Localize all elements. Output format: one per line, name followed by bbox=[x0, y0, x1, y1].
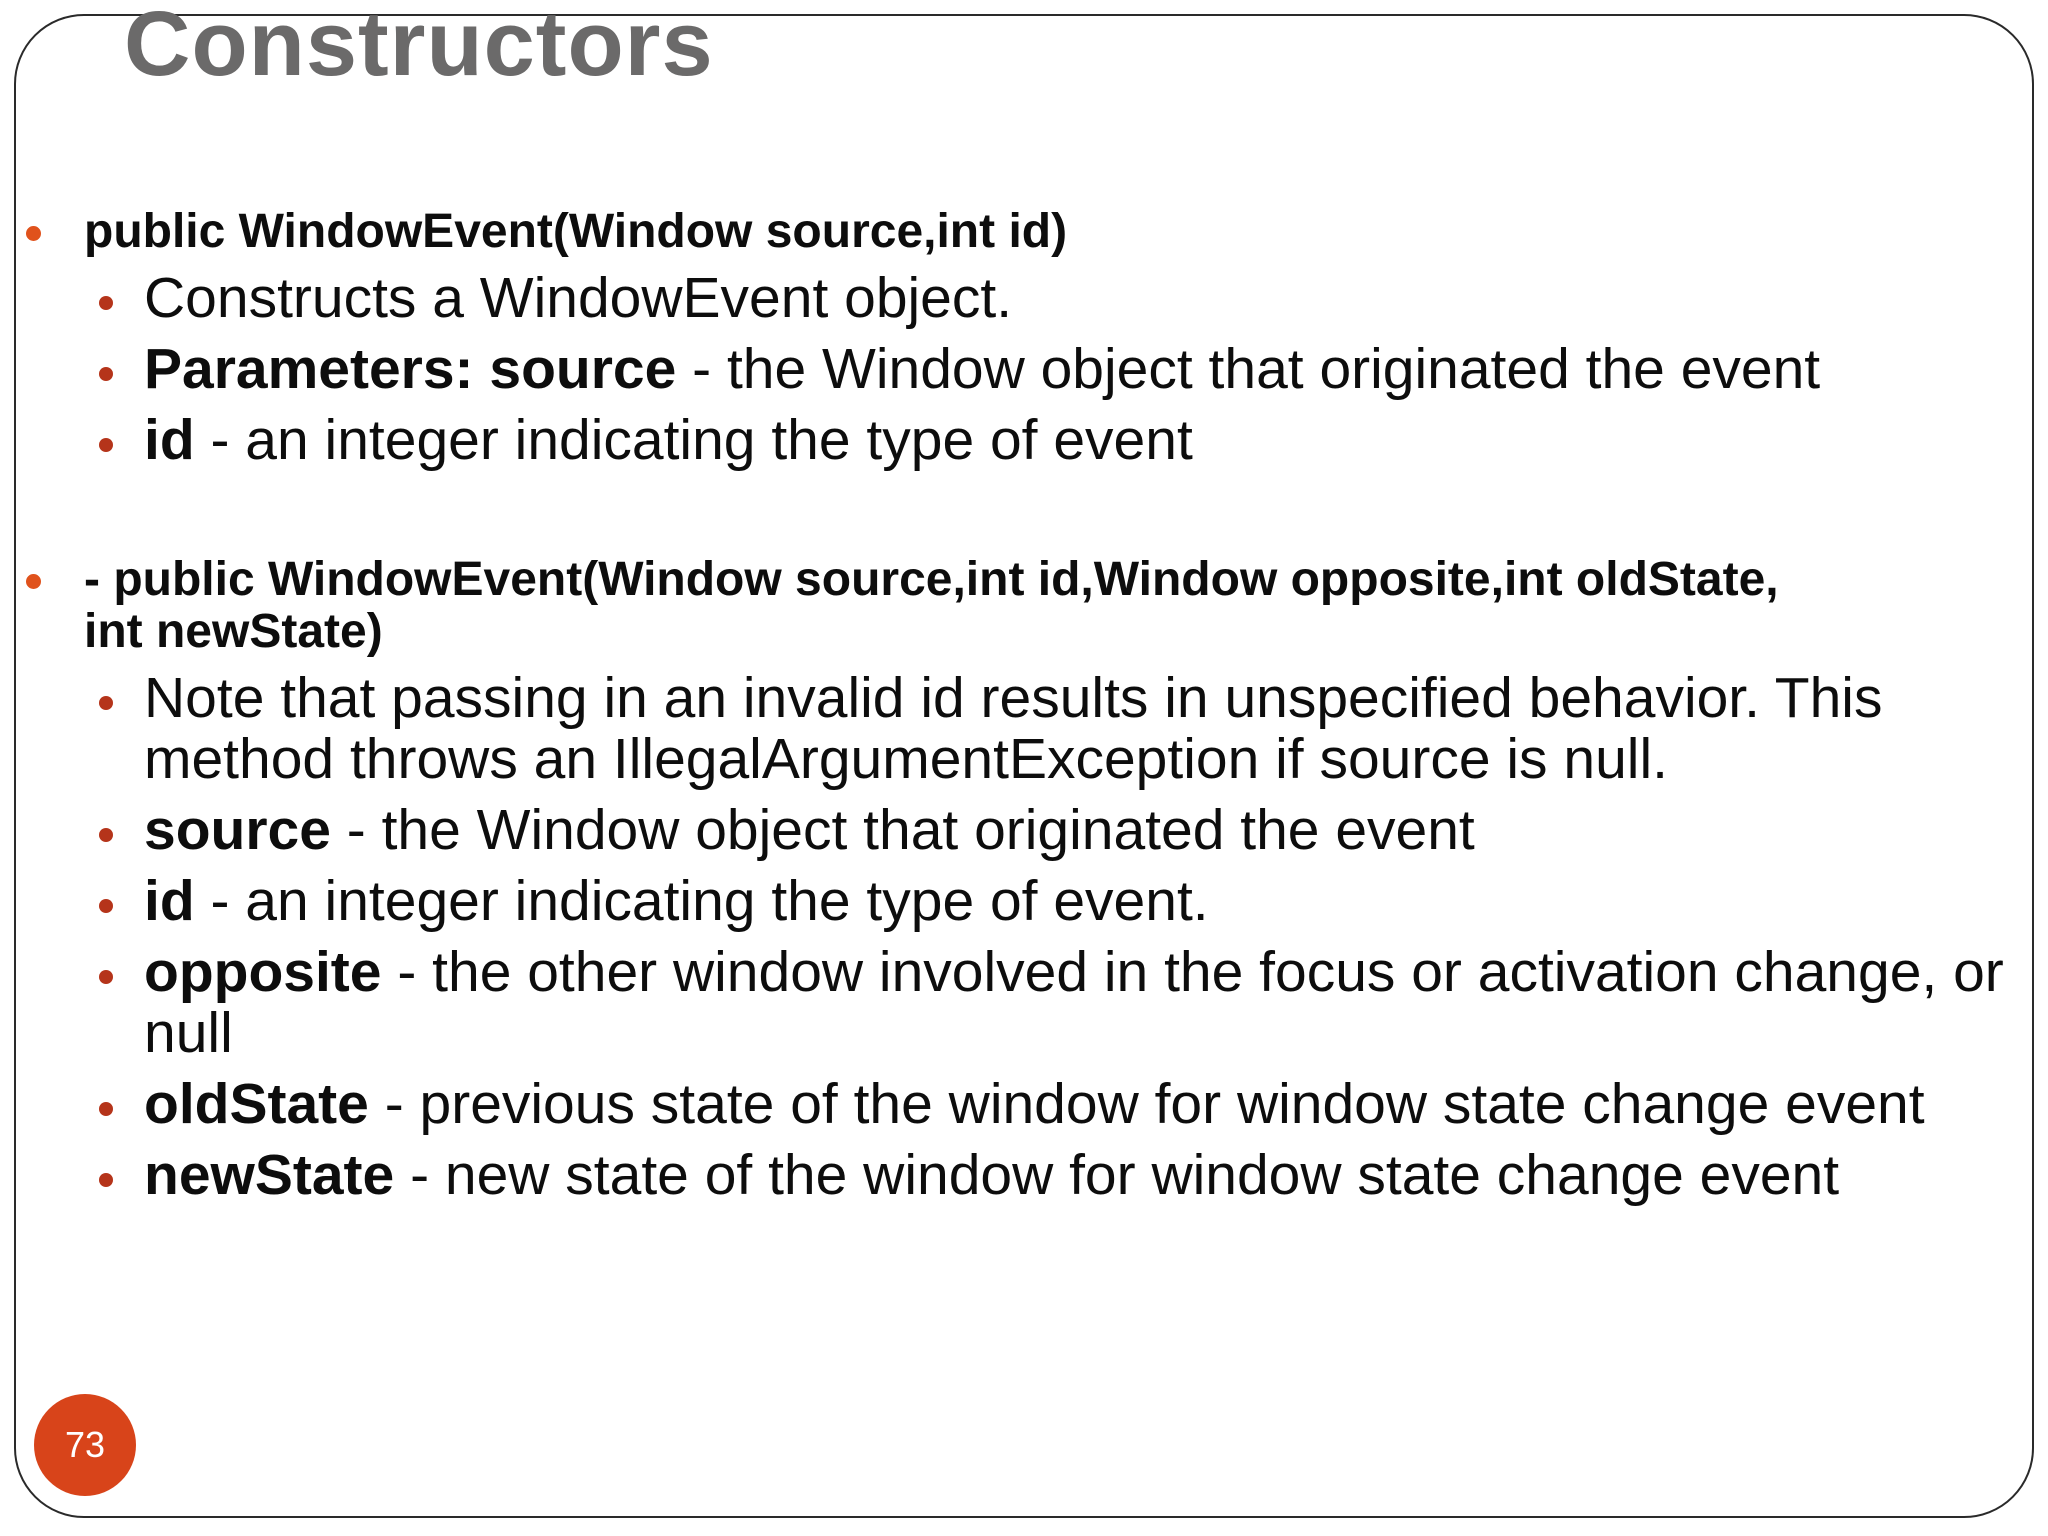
bullet-icon bbox=[99, 367, 113, 381]
bullet-icon bbox=[26, 226, 41, 241]
bullet-icon bbox=[99, 696, 113, 710]
bullet-icon bbox=[99, 1173, 113, 1187]
constructor-signature-2: - public WindowEvent(Window source,int id,Window opposite,int oldState, int newState) bbox=[22, 554, 2018, 658]
list-item: source - the Window object that originated the event bbox=[22, 800, 2018, 861]
bullet-icon bbox=[99, 970, 113, 984]
bullet-icon bbox=[26, 574, 41, 589]
bullet-icon bbox=[99, 296, 113, 310]
list-item: id - an integer indicating the type of event bbox=[22, 410, 2018, 471]
section-constructor-1 bbox=[22, 206, 2018, 471]
list-item: Constructs a WindowEvent object. bbox=[22, 268, 2018, 329]
bullet-icon bbox=[99, 1102, 113, 1116]
page-number-badge: 73 bbox=[34, 1394, 136, 1496]
slide-title: Constructors bbox=[124, 0, 714, 95]
constructor-signature-1: public WindowEvent(Window source,int id) bbox=[22, 206, 2018, 258]
section-constructor-2 bbox=[22, 554, 2018, 1206]
bullet-icon bbox=[99, 899, 113, 913]
bullet-icon bbox=[99, 828, 113, 842]
list-item: Parameters: source - the Window object that originated the event bbox=[22, 339, 2018, 400]
list-item: Note that passing in an invalid id results in unspecified behavior. This method throws an IllegalArgumentException if source is null. bbox=[22, 668, 2018, 790]
list-item: oldState - previous state of the window for window state change event bbox=[22, 1074, 2018, 1135]
list-item: newState - new state of the window for window state change event bbox=[22, 1145, 2018, 1206]
list-item: opposite - the other window involved in the focus or activation change, or null bbox=[22, 942, 2018, 1064]
list-item: id - an integer indicating the type of event. bbox=[22, 871, 2018, 932]
bullet-icon bbox=[99, 438, 113, 452]
